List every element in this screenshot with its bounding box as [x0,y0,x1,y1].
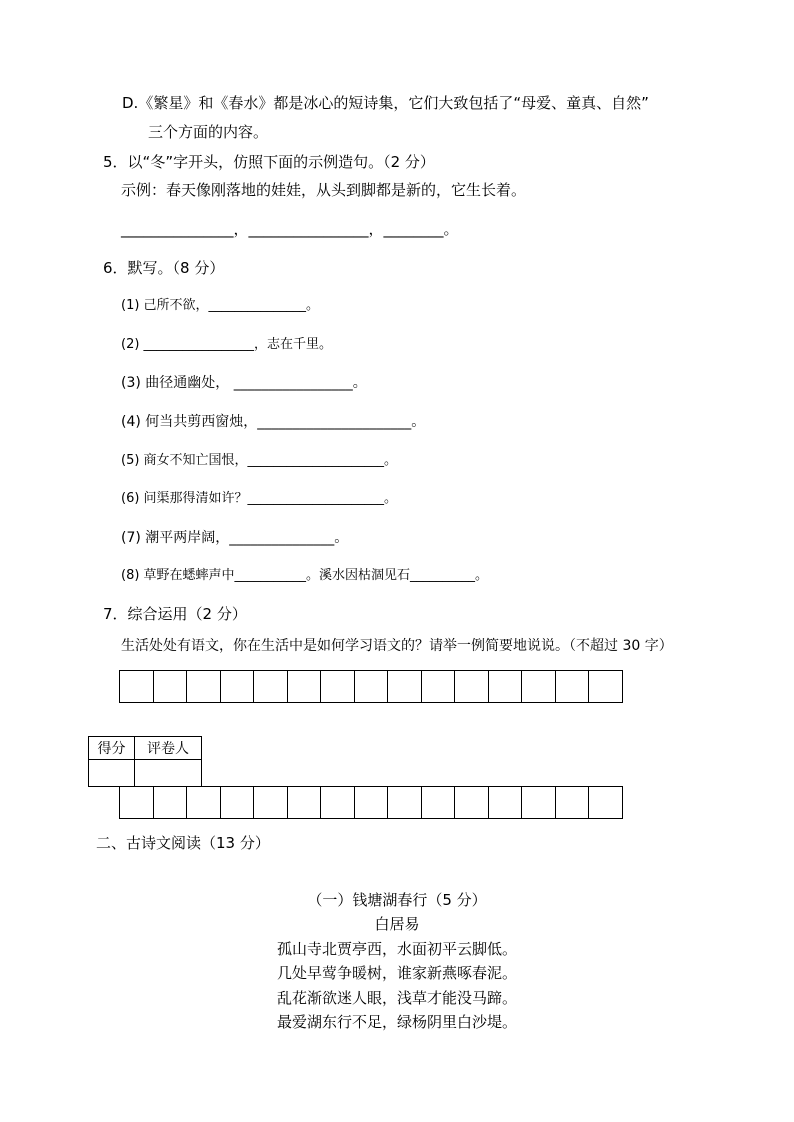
poem-heading: （一）钱塘湖春行（5 分） [307,891,487,909]
grid-cell[interactable] [120,670,154,703]
grid-cell[interactable] [120,786,154,819]
grid-cell[interactable] [355,786,389,819]
q6-item-6[interactable]: (6) 问渠那得清如许？_____________________。 [121,491,398,506]
q5-title: 5．以“冬”字开头，仿照下面的示例造句。（2 分） [103,153,435,171]
grid-cell[interactable] [221,786,255,819]
grid-cell[interactable] [455,670,489,703]
grid-cell[interactable] [154,670,188,703]
grid-cell[interactable] [254,670,288,703]
grid-cell[interactable] [221,670,255,703]
section-2-title: 二、古诗文阅读（13 分） [96,834,270,852]
grid-cell[interactable] [589,786,623,819]
grid-cell[interactable] [489,670,523,703]
poem-line-4: 最爱湖东行不足，绿杨阴里白沙堤。 [276,1013,517,1031]
grid-cell[interactable] [187,786,221,819]
grid-cell[interactable] [522,786,556,819]
q6-item-5[interactable]: (5) 商女不知亡国恨，_____________________。 [121,453,398,468]
poem-author: 白居易 [374,915,420,933]
writing-grid-row-1[interactable] [119,670,623,703]
grid-cell[interactable] [288,786,322,819]
grid-cell[interactable] [254,786,288,819]
grid-cell[interactable] [422,786,456,819]
poem-line-2: 几处早莺争暖树，谁家新燕啄春泥。 [276,964,517,982]
grid-cell[interactable] [321,786,355,819]
score-box [88,736,202,787]
grid-cell[interactable] [422,670,456,703]
score-value-cell[interactable] [89,760,135,787]
poem-line-3: 乱花渐欲迷人眼，浅草才能没马蹄。 [276,989,517,1007]
q6-title: 6．默写。（8 分） [103,259,225,277]
grid-cell[interactable] [288,670,322,703]
grid-cell[interactable] [388,786,422,819]
grid-cell[interactable] [589,670,623,703]
q6-item-1[interactable]: (1) 己所不欲，_______________。 [121,298,320,313]
grid-cell[interactable] [556,670,590,703]
score-label: 得分 [89,737,135,760]
grid-cell[interactable] [187,670,221,703]
q6-item-3[interactable]: (3) 曲径通幽处， _________________。 [121,375,367,391]
q6-item-2[interactable]: (2) _________________，志在千里。 [121,337,333,352]
grid-cell[interactable] [154,786,188,819]
grid-cell[interactable] [355,670,389,703]
writing-grid-row-2[interactable] [119,786,623,819]
q6-item-4[interactable]: (4) 何当共剪西窗烛，______________________。 [121,414,426,430]
grader-value-cell[interactable] [135,760,202,787]
grid-cell[interactable] [455,786,489,819]
q5-example: 示例：春天像刚落地的娃娃，从头到脚都是新的，它生长着。 [121,181,527,199]
q6-item-8[interactable]: (8) 草野在蟋蟀声中___________。溪水因枯涸见石__________。 [121,568,489,583]
q5-answer-line[interactable]: _______________，________________，________。 [121,220,459,238]
q6-item-7[interactable]: (7) 潮平两岸阔，_______________。 [121,530,349,546]
grader-label: 评卷人 [135,737,202,760]
grid-cell[interactable] [522,670,556,703]
option-d-line1: D.《繁星》和《春水》都是冰心的短诗集，它们大致包括了“母爱、童真、自然” [122,94,649,112]
grid-cell[interactable] [556,786,590,819]
q7-title: 7．综合运用（2 分） [103,605,247,623]
grid-cell[interactable] [489,786,523,819]
grid-cell[interactable] [388,670,422,703]
grid-cell[interactable] [321,670,355,703]
option-d-line2: 三个方面的内容。 [148,123,269,141]
poem-line-1: 孤山寺北贾亭西，水面初平云脚低。 [276,940,517,958]
q7-prompt: 生活处处有语文，你在生活中是如何学习语文的？请举一例简要地说说。（不超过 30 字） [121,638,673,654]
